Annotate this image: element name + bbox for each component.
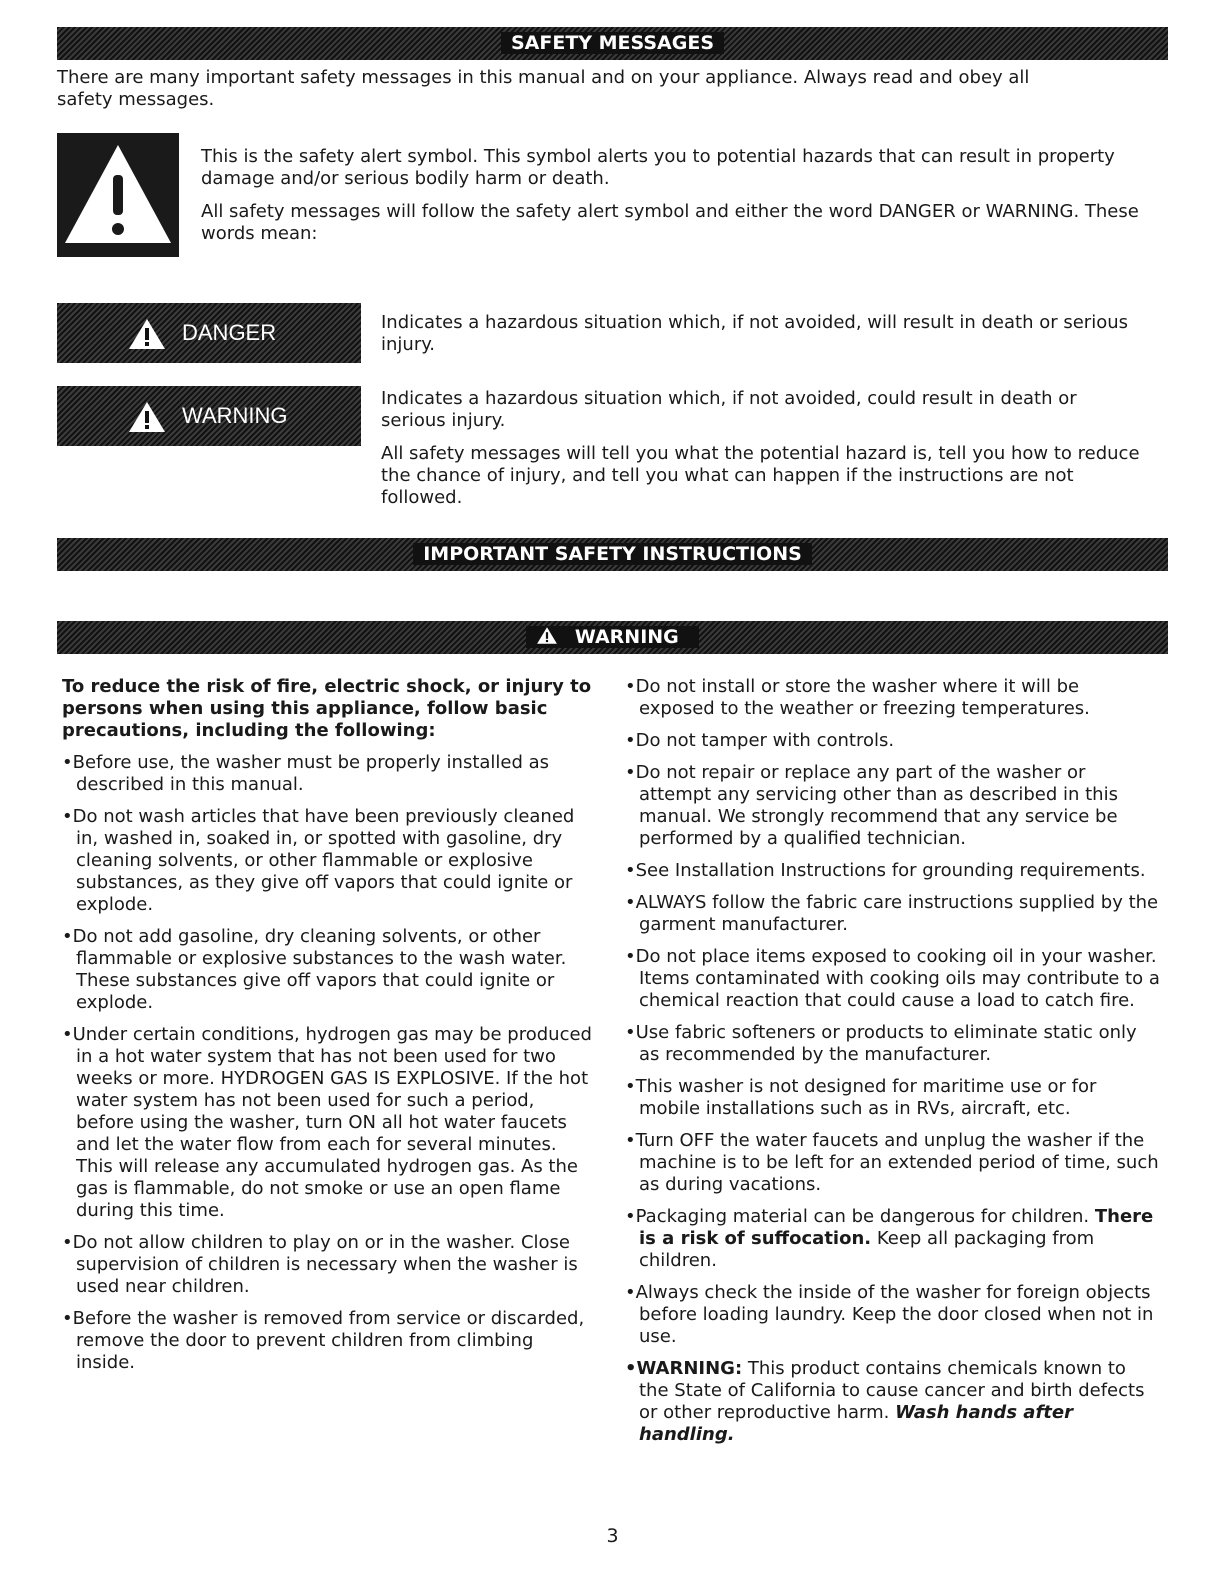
- follow-text: All safety messages will follow the safety alert symbol and either the word DANGER or WARNING. These words mean:: [201, 201, 1139, 244]
- list-item: •See Installation Instructions for grounding requirements.: [625, 860, 1146, 881]
- list-item: •This washer is not designed for maritime use or for mobile installations such as in RVs, aircraft, etc.: [625, 1076, 1097, 1119]
- all-messages-text: All safety messages will tell you what the potential hazard is, tell you how to reduce the chance of injury, and tell you what can happen if the instructions are not followed.: [381, 443, 1140, 508]
- danger-label: DANGER: [182, 320, 277, 345]
- list-item: •ALWAYS follow the fabric care instructions supplied by the garment manufacturer.: [625, 892, 1159, 935]
- list-item: •Do not add gasoline, dry cleaning solvents, or other flammable or explosive substances to the wash water. These substances give off vapors that could ignite or explode.: [62, 926, 567, 1013]
- important-safety-title: IMPORTANT SAFETY INSTRUCTIONS: [413, 543, 812, 565]
- warning-banner: [57, 621, 1168, 654]
- prop65-item: [625, 1358, 1160, 1446]
- warning-banner-label: [526, 626, 699, 648]
- page-number: 3: [606, 1525, 619, 1547]
- prop65-label: •WARNING:: [625, 1358, 743, 1379]
- prop65-text: This product contains chemicals known to the State of California to cause cancer and birth defects or other reproductive harm.: [639, 1358, 1145, 1423]
- safety-alert-symbol: [57, 133, 179, 257]
- list-item: •Always check the inside of the washer for foreign objects before loading laundry. Keep the door closed when not in use.: [625, 1282, 1154, 1347]
- packaging-item: [625, 1206, 1160, 1272]
- list-item: •Do not install or store the washer where it will be exposed to the weather or freezing temperatures.: [625, 676, 1090, 719]
- list-item: •Under certain conditions, hydrogen gas may be produced in a hot water system that has not been used for two weeks or more. HYDROGEN GAS IS EXPLOSIVE. If the hot water system has not been used for such a period, before using the washer, turn ON all hot water faucets and let the water flow from each for several minutes. This will release any accumulated hydrogen gas. As the gas is flammable, do not smoke or use an open flame during this time.: [62, 1024, 592, 1221]
- packaging-prefix: •Packaging material can be dangerous for children.: [625, 1206, 1095, 1227]
- list-item: •Do not place items exposed to cooking oil in your washer. Items contaminated with cooking oils may contribute to a chemical reaction that could cause a load to catch fire.: [625, 946, 1160, 1011]
- list-item: •Do not tamper with controls.: [625, 730, 895, 751]
- danger-signal: [57, 303, 361, 363]
- warning-label: WARNING: [182, 403, 288, 428]
- important-safety-banner: [57, 538, 1168, 571]
- alert-triangle-icon: [127, 400, 167, 434]
- warning-triangle-icon: [57, 133, 179, 257]
- packaging-suffix: Keep all packaging from children.: [639, 1228, 1095, 1271]
- alert-triangle-icon: [127, 317, 167, 351]
- list-item: •Before the washer is removed from service or discarded, remove the door to prevent children from climbing inside.: [62, 1308, 585, 1373]
- alert-symbol-text: This is the safety alert symbol. This symbol alerts you to potential hazards that can result in property damage and/or serious bodily harm or death.: [201, 146, 1115, 189]
- intro-text: There are many important safety messages in this manual and on your appliance. Always read and obey all safety messages.: [57, 67, 1030, 110]
- list-item: •Turn OFF the water faucets and unplug the washer if the machine is to be left for an extended period of time, such as during vacations.: [625, 1130, 1159, 1195]
- list-item: •Before use, the washer must be properly installed as described in this manual.: [62, 752, 550, 795]
- danger-text: Indicates a hazardous situation which, if not avoided, will result in death or serious injury.: [381, 312, 1129, 355]
- precautions-lead: To reduce the risk of fire, electric shock, or injury to persons when using this appliance, follow basic precautions, including the following:: [62, 676, 592, 741]
- wash-hands-note: Wash hands after handling.: [639, 1402, 1073, 1445]
- list-item: •Use fabric softeners or products to eliminate static only as recommended by the manufacturer.: [625, 1022, 1137, 1065]
- list-item: •Do not allow children to play on or in the washer. Close supervision of children is necessary when the washer is used near children.: [62, 1232, 578, 1297]
- suffocation-warning: There is a risk of suffocation.: [639, 1206, 1154, 1249]
- list-item: •Do not wash articles that have been previously cleaned in, washed in, soaked in, or spotted with gasoline, dry cleaning solvents, or other flammable or explosive substances, as they give off vapors that could ignite or explode.: [62, 806, 575, 915]
- left-column: [62, 676, 592, 1384]
- warning-signal: [57, 386, 361, 446]
- warning-text: Indicates a hazardous situation which, if not avoided, could result in death or serious injury.: [381, 388, 1077, 431]
- list-item: •Do not repair or replace any part of the washer or attempt any servicing other than as described in this manual. We strongly recommend that any service be performed by a qualified technician.: [625, 762, 1118, 849]
- safety-messages-banner: [57, 27, 1168, 60]
- right-column: [625, 676, 1160, 1456]
- warning-banner-title: WARNING: [565, 626, 689, 648]
- safety-messages-title: SAFETY MESSAGES: [501, 32, 724, 54]
- alert-triangle-icon: [536, 626, 558, 645]
